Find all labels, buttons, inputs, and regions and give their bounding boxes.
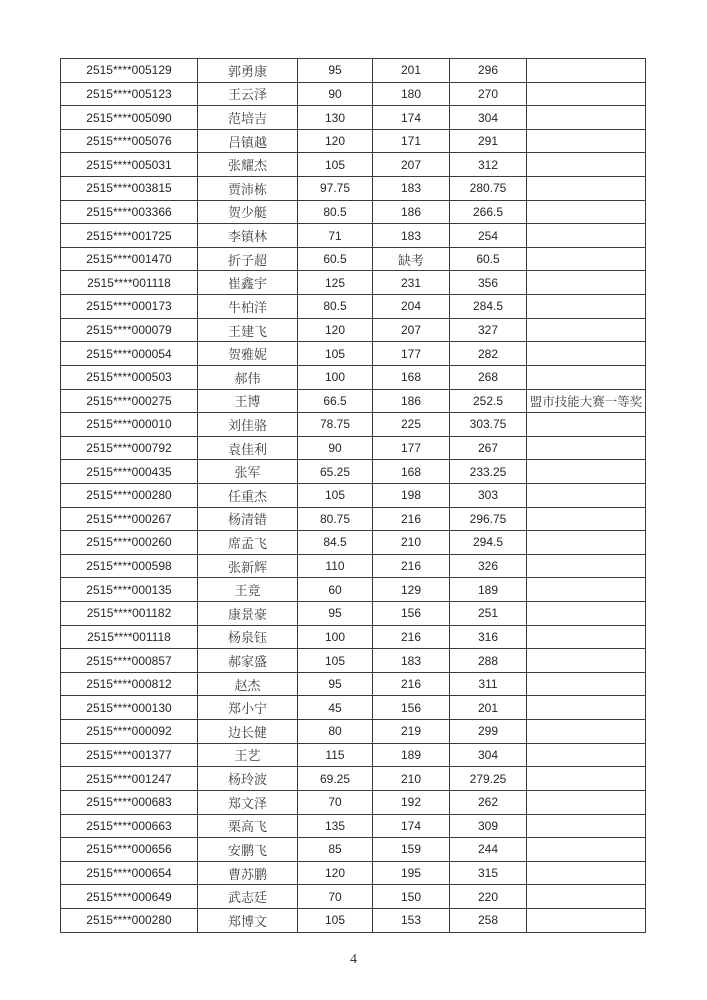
cell-remark [527,365,646,389]
cell-remark [527,342,646,366]
cell-remark [527,129,646,153]
page-number: 4 [350,952,357,967]
cell-score-1: 97.75 [298,177,373,201]
table-row [61,672,646,696]
cell-score-1: 85 [298,838,373,862]
cell-exam-id: 2515****000654 [61,861,198,885]
cell-score-2: 231 [373,271,450,295]
cell-exam-id: 2515****005031 [61,153,198,177]
cell-exam-id: 2515****000079 [61,318,198,342]
cell-name: 郑博文 [198,908,298,932]
cell-score-2: 210 [373,767,450,791]
cell-exam-id: 2515****000857 [61,649,198,673]
table-row [61,295,646,319]
cell-score-1: 66.5 [298,389,373,413]
cell-name: 李镇林 [198,224,298,248]
table-row [61,531,646,555]
cell-score-1: 80.5 [298,295,373,319]
cell-name: 王竟 [198,578,298,602]
table-row [61,885,646,909]
table-row [61,342,646,366]
cell-score-total: 303 [450,483,527,507]
table-row [61,861,646,885]
cell-exam-id: 2515****001118 [61,271,198,295]
cell-exam-id: 2515****003366 [61,200,198,224]
cell-score-2: 210 [373,531,450,555]
cell-remark [527,177,646,201]
cell-score-total: 270 [450,82,527,106]
cell-score-1: 120 [298,318,373,342]
cell-score-1: 100 [298,625,373,649]
cell-name: 折子超 [198,247,298,271]
table-row [61,649,646,673]
cell-name: 吕镇越 [198,129,298,153]
cell-exam-id: 2515****000503 [61,365,198,389]
cell-score-1: 95 [298,672,373,696]
cell-score-total: 282 [450,342,527,366]
cell-exam-id: 2515****000135 [61,578,198,602]
cell-name: 武志廷 [198,885,298,909]
cell-name: 王云泽 [198,82,298,106]
cell-name: 赵杰 [198,672,298,696]
cell-score-1: 95 [298,59,373,83]
cell-score-2: 198 [373,483,450,507]
cell-remark [527,224,646,248]
cell-score-1: 105 [298,153,373,177]
cell-score-1: 115 [298,743,373,767]
cell-exam-id: 2515****001725 [61,224,198,248]
cell-score-total: 268 [450,365,527,389]
cell-score-2: 174 [373,814,450,838]
cell-score-total: 309 [450,814,527,838]
cell-name: 王艺 [198,743,298,767]
cell-exam-id: 2515****001182 [61,602,198,626]
cell-score-2: 183 [373,224,450,248]
cell-score-2: 186 [373,389,450,413]
table-row [61,483,646,507]
cell-name: 张军 [198,460,298,484]
table-row [61,602,646,626]
cell-score-total: 311 [450,672,527,696]
cell-name: 杨清错 [198,507,298,531]
cell-score-2: 171 [373,129,450,153]
cell-name: 范培吉 [198,106,298,130]
cell-remark [527,483,646,507]
cell-name: 张新辉 [198,554,298,578]
cell-score-1: 65.25 [298,460,373,484]
cell-name: 王建飞 [198,318,298,342]
cell-score-1: 80.5 [298,200,373,224]
cell-remark [527,814,646,838]
table-row [61,224,646,248]
cell-name: 郝家盛 [198,649,298,673]
cell-remark [527,838,646,862]
cell-exam-id: 2515****000598 [61,554,198,578]
cell-exam-id: 2515****005123 [61,82,198,106]
cell-remark [527,318,646,342]
cell-score-1: 120 [298,861,373,885]
cell-name: 贺雅妮 [198,342,298,366]
cell-score-2: 177 [373,436,450,460]
cell-score-1: 130 [298,106,373,130]
cell-remark [527,672,646,696]
cell-score-1: 45 [298,696,373,720]
cell-score-2: 186 [373,200,450,224]
table-row [61,767,646,791]
cell-score-1: 135 [298,814,373,838]
cell-score-1: 70 [298,790,373,814]
cell-remark [527,436,646,460]
cell-name: 郭勇康 [198,59,298,83]
cell-score-1: 80.75 [298,507,373,531]
table-row [61,507,646,531]
cell-score-2: 183 [373,649,450,673]
cell-exam-id: 2515****000092 [61,720,198,744]
cell-exam-id: 2515****000649 [61,885,198,909]
cell-score-total: 294.5 [450,531,527,555]
cell-remark: 盟市技能大赛一等奖 [527,389,646,413]
cell-exam-id: 2515****000267 [61,507,198,531]
cell-exam-id: 2515****000435 [61,460,198,484]
cell-score-1: 125 [298,271,373,295]
cell-exam-id: 2515****000683 [61,790,198,814]
cell-score-2: 219 [373,720,450,744]
cell-exam-id: 2515****000663 [61,814,198,838]
table-row [61,908,646,932]
cell-exam-id: 2515****000010 [61,413,198,437]
cell-remark [527,413,646,437]
cell-score-total: 284.5 [450,295,527,319]
cell-remark [527,790,646,814]
cell-exam-id: 2515****003815 [61,177,198,201]
cell-score-1: 71 [298,224,373,248]
table-row [61,743,646,767]
cell-remark [527,578,646,602]
cell-name: 牛柏洋 [198,295,298,319]
cell-score-1: 90 [298,82,373,106]
cell-score-total: 288 [450,649,527,673]
cell-score-total: 304 [450,106,527,130]
cell-score-total: 296.75 [450,507,527,531]
cell-name: 刘佳骆 [198,413,298,437]
cell-score-total: 327 [450,318,527,342]
cell-score-1: 84.5 [298,531,373,555]
table-row [61,200,646,224]
cell-remark [527,767,646,791]
cell-score-1: 105 [298,483,373,507]
cell-remark [527,885,646,909]
cell-score-total: 266.5 [450,200,527,224]
cell-score-1: 60 [298,578,373,602]
cell-name: 郑文泽 [198,790,298,814]
cell-name: 安鹏飞 [198,838,298,862]
cell-score-total: 299 [450,720,527,744]
cell-score-total: 244 [450,838,527,862]
cell-exam-id: 2515****005129 [61,59,198,83]
cell-score-total: 315 [450,861,527,885]
cell-score-total: 312 [450,153,527,177]
cell-name: 杨玲波 [198,767,298,791]
score-table [60,58,646,933]
cell-score-1: 90 [298,436,373,460]
cell-score-2: 156 [373,696,450,720]
table-row [61,696,646,720]
cell-remark [527,247,646,271]
table-row [61,436,646,460]
cell-score-1: 78.75 [298,413,373,437]
cell-score-total: 233.25 [450,460,527,484]
cell-exam-id: 2515****000280 [61,908,198,932]
score-table-body [61,59,646,933]
cell-name: 栗高飞 [198,814,298,838]
cell-score-total: 316 [450,625,527,649]
cell-score-total: 279.25 [450,767,527,791]
cell-score-total: 326 [450,554,527,578]
cell-score-total: 251 [450,602,527,626]
cell-remark [527,200,646,224]
cell-remark [527,743,646,767]
cell-score-2: 216 [373,554,450,578]
table-row [61,271,646,295]
cell-score-2: 129 [373,578,450,602]
table-row [61,365,646,389]
cell-remark [527,649,646,673]
cell-score-2: 201 [373,59,450,83]
cell-name: 崔鑫宇 [198,271,298,295]
table-row [61,59,646,83]
cell-exam-id: 2515****000130 [61,696,198,720]
cell-score-total: 189 [450,578,527,602]
cell-name: 贺少艇 [198,200,298,224]
table-row [61,177,646,201]
cell-remark [527,720,646,744]
cell-score-1: 110 [298,554,373,578]
cell-exam-id: 2515****000275 [61,389,198,413]
cell-score-total: 252.5 [450,389,527,413]
cell-score-1: 105 [298,649,373,673]
cell-exam-id: 2515****001377 [61,743,198,767]
cell-score-total: 291 [450,129,527,153]
cell-exam-id: 2515****000260 [61,531,198,555]
table-row [61,82,646,106]
cell-score-2: 189 [373,743,450,767]
cell-remark [527,696,646,720]
cell-score-1: 69.25 [298,767,373,791]
cell-exam-id: 2515****000792 [61,436,198,460]
table-row [61,720,646,744]
cell-exam-id: 2515****000812 [61,672,198,696]
cell-score-total: 296 [450,59,527,83]
cell-score-total: 258 [450,908,527,932]
cell-score-2: 153 [373,908,450,932]
cell-remark [527,82,646,106]
cell-name: 郑小宁 [198,696,298,720]
cell-score-1: 120 [298,129,373,153]
table-row [61,389,646,413]
cell-exam-id: 2515****000173 [61,295,198,319]
cell-name: 袁佳利 [198,436,298,460]
table-row [61,153,646,177]
table-row [61,625,646,649]
cell-remark [527,460,646,484]
cell-score-1: 80 [298,720,373,744]
cell-name: 王博 [198,389,298,413]
cell-score-2: 150 [373,885,450,909]
cell-score-2: 156 [373,602,450,626]
cell-score-2: 216 [373,507,450,531]
cell-score-total: 303.75 [450,413,527,437]
cell-remark [527,625,646,649]
table-row [61,814,646,838]
cell-score-total: 201 [450,696,527,720]
cell-score-1: 105 [298,342,373,366]
table-row [61,247,646,271]
cell-score-2: 177 [373,342,450,366]
cell-name: 杨泉钰 [198,625,298,649]
cell-remark [527,531,646,555]
table-row [61,578,646,602]
cell-score-total: 356 [450,271,527,295]
cell-score-2: 192 [373,790,450,814]
cell-score-total: 280.75 [450,177,527,201]
cell-score-2: 204 [373,295,450,319]
cell-exam-id: 2515****000054 [61,342,198,366]
cell-score-2: 216 [373,672,450,696]
table-row [61,838,646,862]
cell-score-2: 174 [373,106,450,130]
cell-name: 张耀杰 [198,153,298,177]
table-row [61,129,646,153]
table-row [61,460,646,484]
cell-score-1: 70 [298,885,373,909]
cell-name: 曹苏鹏 [198,861,298,885]
cell-score-total: 262 [450,790,527,814]
cell-score-total: 267 [450,436,527,460]
cell-score-1: 105 [298,908,373,932]
cell-exam-id: 2515****001118 [61,625,198,649]
table-row [61,318,646,342]
cell-score-2: 180 [373,82,450,106]
cell-exam-id: 2515****005076 [61,129,198,153]
table-row [61,790,646,814]
cell-score-total: 254 [450,224,527,248]
cell-name: 席孟飞 [198,531,298,555]
cell-remark [527,295,646,319]
cell-score-total: 60.5 [450,247,527,271]
cell-name: 康景豪 [198,602,298,626]
cell-exam-id: 2515****001470 [61,247,198,271]
table-row [61,106,646,130]
cell-remark [527,908,646,932]
table-row [61,413,646,437]
cell-remark [527,602,646,626]
cell-score-2: 207 [373,318,450,342]
cell-name: 任重杰 [198,483,298,507]
cell-remark [527,153,646,177]
cell-exam-id: 2515****000656 [61,838,198,862]
cell-score-1: 60.5 [298,247,373,271]
cell-remark [527,59,646,83]
cell-score-2: 195 [373,861,450,885]
cell-score-1: 100 [298,365,373,389]
cell-score-2: 168 [373,365,450,389]
cell-remark [527,861,646,885]
cell-score-total: 220 [450,885,527,909]
cell-score-2: 225 [373,413,450,437]
cell-name: 边长健 [198,720,298,744]
table-row [61,554,646,578]
cell-remark [527,106,646,130]
cell-remark [527,271,646,295]
cell-score-2: 缺考 [373,247,450,271]
cell-exam-id: 2515****000280 [61,483,198,507]
cell-name: 贾沛栋 [198,177,298,201]
cell-score-2: 216 [373,625,450,649]
cell-score-2: 159 [373,838,450,862]
cell-score-1: 95 [298,602,373,626]
cell-exam-id: 2515****001247 [61,767,198,791]
cell-name: 郝伟 [198,365,298,389]
cell-remark [527,507,646,531]
cell-score-2: 168 [373,460,450,484]
cell-exam-id: 2515****005090 [61,106,198,130]
cell-score-2: 207 [373,153,450,177]
cell-score-total: 304 [450,743,527,767]
cell-remark [527,554,646,578]
cell-score-2: 183 [373,177,450,201]
